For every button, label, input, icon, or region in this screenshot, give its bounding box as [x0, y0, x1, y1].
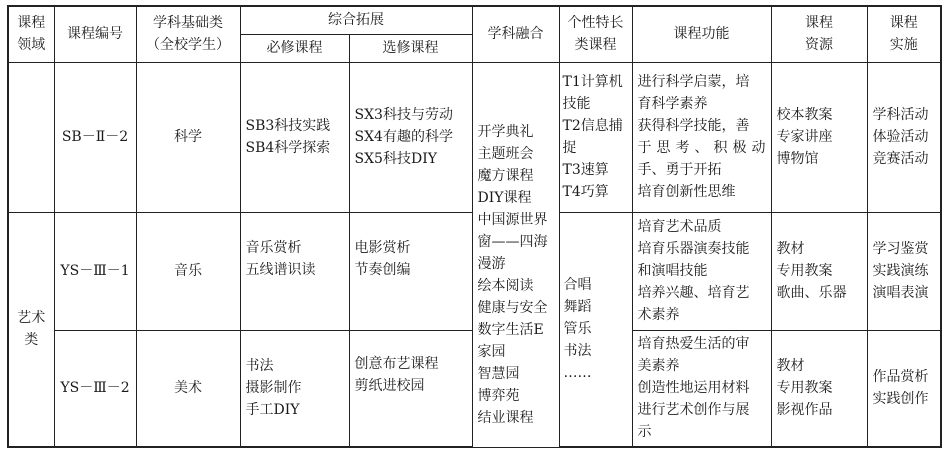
course-function: 培育热爱生活的审 美素养 创造性地运用材料 进行艺术创作与展 示: [632, 330, 771, 447]
course-resources: 教材 专用教案 歌曲、乐器: [771, 212, 867, 330]
course-function: 进行科学启蒙，培 育科学素养 获得科学技能，善 于思考、积极动 手、勇于开拓 培育创新性思维: [632, 62, 771, 212]
table-row: [8, 62, 941, 212]
curriculum-table: [7, 5, 942, 448]
domain-art: 艺术类: [8, 212, 54, 447]
course-resources: 教材 专用教案 影视作品: [771, 330, 867, 447]
required-courses: 书法 摄影制作 手工DIY: [240, 330, 349, 447]
subject: 音乐: [136, 212, 240, 330]
header-basic: 学科基础类 （全校学生）: [136, 6, 240, 62]
header-required: 必修课程: [240, 34, 349, 62]
header-implementation: 课程 实施: [867, 6, 941, 62]
fusion-courses: 开学典礼 主题班会 魔方课程 DIY课程 中国源世界 窗——四海 漫游 绘本阅读 健康与安全 数字生活E 家园 智慧园 博弈苑 结业课程: [472, 62, 559, 447]
subject: 科学: [136, 62, 240, 212]
required-courses: SB3科技实践 SB4科学探索: [240, 62, 349, 212]
required-courses: 音乐赏析 五线谱识读: [240, 212, 349, 330]
header-code: 课程编号: [54, 6, 136, 62]
header-domain: 课程 领域: [8, 6, 54, 62]
header-function: 课程功能: [632, 6, 771, 62]
elective-courses: 创意布艺课程 剪纸进校园: [349, 330, 472, 447]
elective-courses: 电影赏析 节奏创编: [349, 212, 472, 330]
elective-courses: SX3科技与劳动 SX4有趣的科学 SX5科技DIY: [349, 62, 472, 212]
course-function: 培育艺术品质 培育乐器演奏技能 和演唱技能 培养兴趣、培育艺 术素养: [632, 212, 771, 330]
course-implementation: 学习鉴赏 实践演练 演唱表演: [867, 212, 941, 330]
course-code: YS－Ⅲ－1: [54, 212, 136, 330]
header-fusion: 学科融合: [472, 6, 559, 62]
course-resources: 校本教案 专家讲座 博物馆: [771, 62, 867, 212]
header-extension-group: 综合拓展: [240, 6, 472, 34]
art-personal-courses: 合唱 舞蹈 管乐 书法 ……: [559, 212, 632, 447]
course-implementation: 学科活动 体验活动 竞赛活动: [867, 62, 941, 212]
header-elective: 选修课程: [349, 34, 472, 62]
subject: 美术: [136, 330, 240, 447]
course-code: YS－Ⅲ－2: [54, 330, 136, 447]
course-implementation: 作品赏析 实践创作: [867, 330, 941, 447]
personal-courses: T1计算机 技能 T2信息捕 捉 T3速算 T4巧算: [559, 62, 632, 212]
course-code: SB－Ⅱ－2: [54, 62, 136, 212]
domain-cell-empty: [8, 62, 54, 212]
header-resources: 课程 资源: [771, 6, 867, 62]
header-personal: 个性特长 类课程: [559, 6, 632, 62]
